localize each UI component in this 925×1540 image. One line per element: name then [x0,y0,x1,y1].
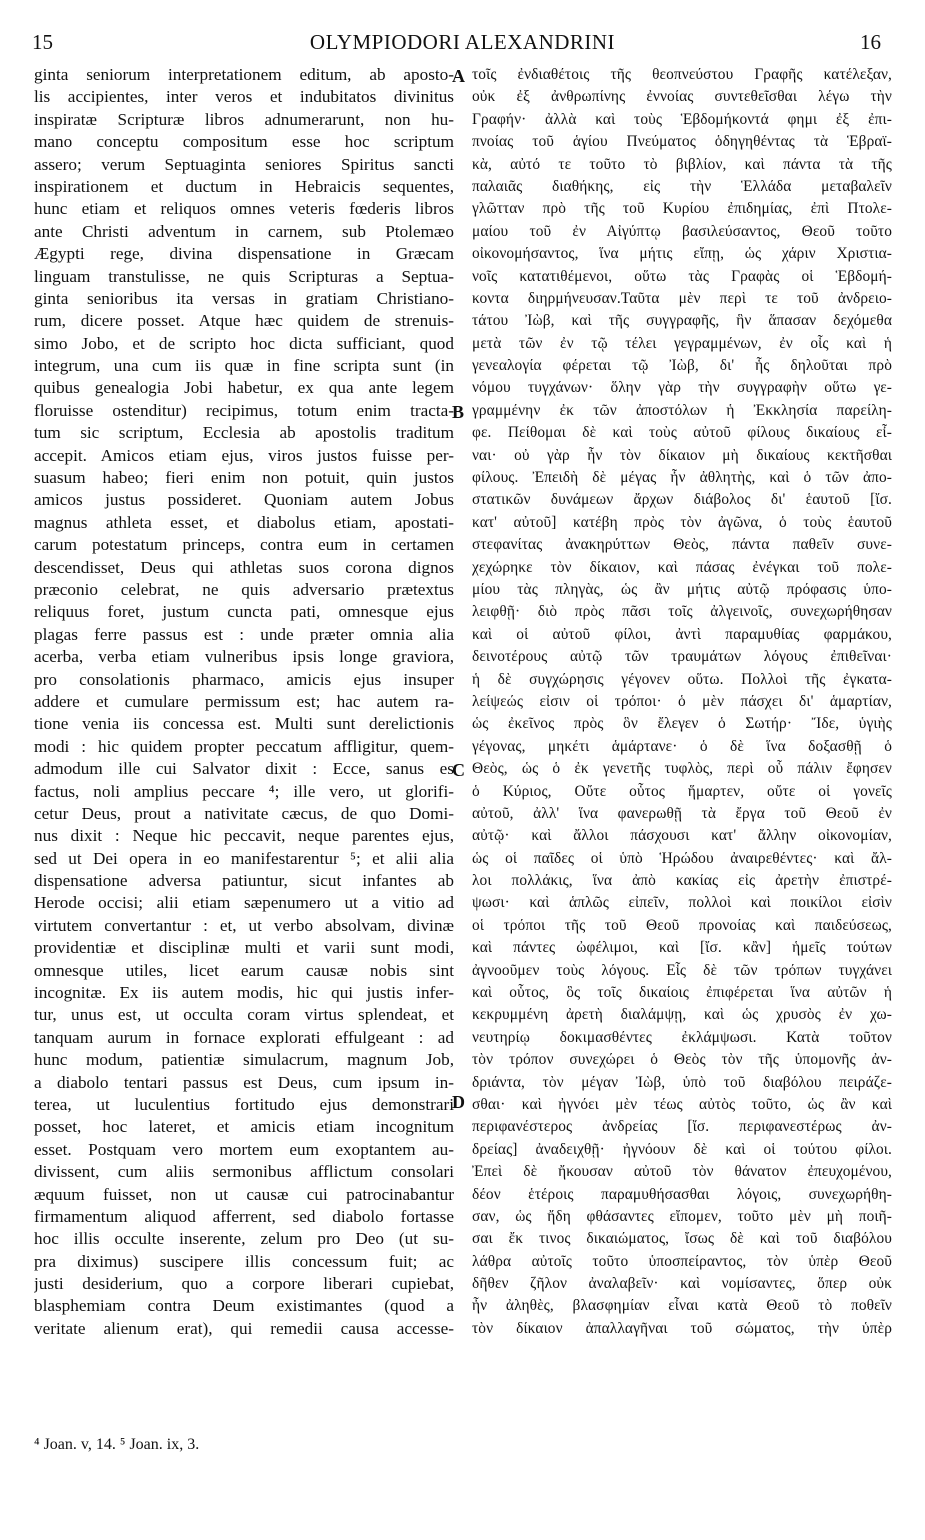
greek-text-line: νευτηρίῳ δοκιμασθέντες ἐκλάμψωσι. Κατὰ τοῦτον [472,1028,892,1046]
latin-text-line: blasphemiam contra Deum existimantes (quod a [34,1296,454,1316]
latin-text-line: factus, noli amplius peccare ⁴; ille vero, ut glorifi- [34,781,454,801]
greek-text-line: δῆθεν ζῆλον ἀναλαβεῖν· καὶ νομίσαντες, ὅπερ οὐκ [472,1275,892,1293]
greek-text-line: κὰ, αὐτό τε τοῦτο τὸ βιβλίον, καὶ πάντα τὰ τῆς [472,155,892,173]
greek-text-line: νόμου τυγχάνων· ὅλην γὰρ τὴν συγγραφὴν οὕτω γε- [472,379,892,397]
greek-text-line: γέγονας, μηκέτι ἁμάρτανε· ὁ δὲ ἵνα δοξασθῇ ὁ [472,737,892,755]
latin-text-line: æquum fuisset, non ut causæ cui patrocinabantur [34,1184,454,1204]
latin-text-line: omnesque utiles, licet earum causæ nobis sint [34,960,454,980]
latin-text-line: descendisset, Deus qui athletas suos corona dignos [34,557,454,577]
greek-text-line: αὐτῷ· καὶ ἄλλοι πάσχουσι κατ' ἄλλην οἰκονομίαν, [472,827,892,845]
greek-text-line: νοῖς κατατιθέμενοι, οὕτω τὰς Γραφὰς οἱ Ἑβδομή- [472,267,892,285]
latin-text-line: rum, dicere posset. Atque hæc quidem de strenuis- [34,311,454,331]
page-header [0,30,925,64]
latin-text-line: dispensatione adversa patiuntur, sicut infantes ab [34,871,454,891]
latin-text-line: veritate alienum erat), qui remedii causa accesse- [34,1318,454,1338]
latin-text-line: quibus genealogia Jobi habetur, ex qua ante legem [34,378,454,398]
latin-text-line: Ægypti rege, divina dispensatione in Græcam [34,244,454,264]
latin-text-line: floruisse ostenditur) recipimus, totum enim tracta- [34,400,454,420]
latin-text-line: lis accipientes, inter veros et indubitatos divinitus [34,87,454,107]
greek-text-line: καὶ οἱ αὐτοῦ φίλοι, ἀντὶ παραμυθίας φαρμάκου, [472,625,892,643]
greek-text-line: τοῖς ἐνδιαθέτοις τῆς θεοπνεύστου Γραφῆς κατέλεξαν, [472,66,892,83]
latin-text-line: inspiratæ Scripturæ libros adnumerarunt, non hu- [34,109,454,129]
latin-text-line: addere et cumulare permissum est; hac autem ra- [34,691,454,711]
greek-text-line: ἀγνοοῦμεν τοὺς λόγους. Εἷς δὲ τῶν τρόπων τυγχάνει [472,961,892,979]
margin-marker-c: C [452,760,465,780]
greek-text-line: πνοίας τοῦ ἁγίου Πνεύματος ὁδηγηθέντας τὰ Ἑβραϊ- [472,133,892,151]
greek-text-line: μαίου τοῦ ἐν Αἰγύπτῳ βασιλεύσαντος, Θεοῦ τοῦτο [472,222,892,240]
latin-text-line: sed ut Dei opera in eo manifestarentur ⁵; et alii alia [34,848,454,868]
greek-text-line: κατ' αὐτοῦ] κατέβη πρὸς τὸν ἀγῶνα, ὁ τοὺς ἑαυτοῦ [472,513,892,531]
greek-text-line: δεινοτέρους αὐτῷ τῶν τραυμάτων λόγους ἐπιθεῖναι· [472,648,892,666]
greek-text-line: σαν, ὡς ἤδη φθάσαντες εἴπομεν, τοῦτο μὲν μὴ ποιῆ- [472,1207,892,1225]
latin-text-line: plagas ferre passus est : unde præter omnia alia [34,624,454,644]
latin-text-line: carum potestatum princeps, contra eum in certamen [34,535,454,555]
latin-text-line: pra diximus) suscipere illis concessum fuit; ac [34,1251,454,1271]
latin-text-line: simo Jobo, et de scripto hoc dicta sufficiant, quod [34,333,454,353]
greek-text-line: φε. Πείθομαι δὲ καὶ τοὺς αὐτοῦ φίλους δικαίους εἶ- [472,424,892,442]
greek-text-line: ὡς ἐκεῖνος πρὸς ὃν ἔλεγεν ὁ Σωτήρ· Ἴδε, ὑγιὴς [472,715,892,733]
greek-text-line: παλαιᾶς διαθήκης, εἰς τὴν Ἑλλάδα μεταβαλεῖν [472,177,892,195]
greek-text-line: Ἐπεὶ δὲ ἤκουσαν αὐτοῦ τὸν θάνατον ἐπευχομένου, [472,1163,892,1181]
greek-text-line: καὶ πάντες ὠφέλιμοι, καὶ [ἴσ. κἂν] ἡμεῖς τούτων [472,939,892,957]
latin-text-line: accepit. Amicos etiam ejus, viros justos fuisse per- [34,445,454,465]
page-number-left: 15 [32,30,53,54]
latin-text-line: pro consolationis pharmaco, amicis ejus insuper [34,669,454,689]
greek-text-line: στατικῶν δυνάμεων ἄρχων διάβολος δι' ἑαυτοῦ [ἴσ. [472,491,892,509]
greek-text-line: δρείας] ἀναδειχθῇ· ἠγνόουν δὲ καὶ οἱ τούτου φίλοι. [472,1140,892,1158]
greek-text-line: περιφανέστερος ἀνδρείας [ἴσ. περιφανεστέρως ἀν- [472,1118,892,1136]
latin-text-line: magnus athleta esset, et diabolus etiam, apostati- [34,512,454,532]
greek-text-line: γενεαλογία φέρεται τῷ Ἰὼβ, δι' ἧς δηλοῦται πρὸ [472,357,892,375]
latin-text-line: tanquam aurum in fornace explorati effulgeant : ad [34,1027,454,1047]
greek-text-line: γλῶτταν πρὸ τῆς τοῦ Κυρίου ἐπιδημίας, ἐπὶ Πτολε- [472,200,892,218]
greek-text-line: ὁ Κύριος, Οὔτε οὗτος ἥμαρτεν, οὔτε οἱ γονεῖς [472,782,892,800]
latin-text-line: admodum ille cui Salvator dixit : Ecce, sanus es [34,759,454,779]
latin-text-line: divissent, cum aliis sermonibus afflictum consolari [34,1162,454,1182]
latin-text-line: acerba, verba etiam vulneribus ipsis longe graviora, [34,647,454,667]
greek-text-line: μετὰ τῶν ἐν τῷ τέλει γεγραμμένων, ἐν οἷς καὶ ἡ [472,334,892,352]
greek-text-line: τὸν δίκαιον ἀπαλλαγῆναι τοῦ σώματος, τὴν ὑπὲρ [472,1319,892,1337]
latin-text-line: hunc modum, patientiæ simulacrum, magnum Job, [34,1050,454,1070]
latin-text-line: ginta seniorum interpretationem editum, ab aposto- [34,65,454,84]
greek-text-line: ναι· οὐ γὰρ ἦν τὸν δίκαιον μὴ δικαίους κεκτῆσθαι [472,446,892,464]
latin-text-line: linguam transtulisse, ne quis Scripturas a Septua- [34,266,454,286]
greek-text-line: στεφανίτας ἀνακηρύττων Θεὸς, πάντα παθεῖν συνε- [472,536,892,554]
latin-text-line: suasum habeo; fieri enim non potuit, quin justos [34,468,454,488]
latin-text-line: tur, unus est, ut occulta coram virtus splendeat, et [34,1005,454,1025]
page-number-right: 16 [860,30,881,54]
greek-text-line: Θεὸς, ὡς ὁ ἐκ γενετῆς τυφλὸς, περὶ οὗ πάλιν ἔφησεν [472,760,892,778]
greek-text-line: ψωσι· καὶ ἁπλῶς εἰπεῖν, πολλοὶ καὶ ποικίλοι εἰσὶν [472,894,892,912]
greek-text-line: λάθρα αὐτοῖς τοῦτο ὑποσπείραντος, τὸν ὑπὲρ Θεοῦ [472,1252,892,1270]
greek-text-line: φίλους. Ἐπειδὴ δὲ μέγας ἦν ἀθλητὴς, καὶ ὁ τῶν ἀπο- [472,469,892,487]
greek-text-line: μίου τὰς πληγὰς, ὡς ἂν μήτις αὐτῷ πρόφασις ὑπο- [472,580,892,598]
latin-text-line: reliquus foret, justum cuncta pati, omnesque ejus [34,602,454,622]
greek-text-line: καὶ οὗτος, ὃς τοῖς δικαίοις ἐπιφέρεται ἵνα αὐτῶν ἡ [472,984,892,1002]
latin-text-line: nus dixit : Neque hic peccavit, neque parentes ejus, [34,826,454,846]
greek-text-line: οἰκονομήσαντος, ἵνα μήτις εἴπῃ, ὡς χάριν Χριστια- [472,245,892,263]
greek-text-line: αὐτοῦ, ἀλλ' ἵνα φανερωθῇ τὰ ἔργα τοῦ Θεοῦ ἐν [472,804,892,822]
greek-text-line: ὡς οἱ παῖδες οἱ ὑπὸ Ἡρώδου ἀναιρεθέντες· καὶ ἄλ- [472,849,892,867]
latin-text-line: modi : hic quidem propter peccatum affligitur, quem- [34,736,454,756]
latin-text-line: firmamentum aliquod afferrent, sed diabolo fortasse [34,1206,454,1226]
greek-text-line: λοι πολλάκις, ἵνα ἀπὸ κακίας εἰς ἀρετὴν ἐπιστρέ- [472,872,892,890]
latin-text-line: ginta senioribus ita versas in gratiam Christiano- [34,288,454,308]
greek-text-line: λειφθῇ· διὸ πρὸς πᾶσι τοῖς ἀλγεινοῖς, συνεχωρήθησαν [472,603,892,621]
greek-text-line: δέον ἑτέροις παραμυθήσασθαι λόγοις, συνεχωρήθη- [472,1185,892,1203]
margin-marker-a: A [452,66,465,86]
latin-text-line: assero; verum Septuaginta seniores Spiritus sancti [34,154,454,174]
margin-marker-d: D [452,1092,465,1112]
latin-text-line: mano conceptu compositum esse hoc scriptum [34,132,454,152]
latin-text-line: tione venia iis concessa est. Multi sunt derelictionis [34,714,454,734]
greek-text-line: ἦν ἀληθὲς, βλασφημίαν εἶναι κατὰ Θεοῦ τὸ ποθεῖν [472,1297,892,1315]
latin-text-line: posset, hoc lateret, et amicis etiam incognitum [34,1117,454,1137]
greek-text-line: τὸν τρόπον συνεχώρει ὁ Θεὸς τὸν τῆς ὑπομονῆς ἀν- [472,1051,892,1069]
latin-text-line: hoc illis occulte inserente, zelum pro Deo (ut su- [34,1229,454,1249]
latin-text-line: hunc etiam et reliquos omnes veteris fœderis libros [34,199,454,219]
latin-column [34,64,454,1340]
running-title: OLYMPIODORI ALEXANDRINI [309,30,616,54]
greek-text-line: σθαι· καὶ ἠγνόει μὲν τέως αὐτὸς τοῦτο, ὡς ἂν καὶ [472,1095,892,1113]
greek-text-line: κοντα διηρμήνευσαν.Ταῦτα μὲν περὶ τε τοῦ ἀνδρειο- [472,289,892,307]
latin-text-line: præconio celebrat, ne quis adversario prætextus [34,579,454,599]
greek-text-line: λείψεώς εἰσιν οἱ τρόποι· ὁ μὲν πάσχει δι' ἁμαρτίαν, [472,692,892,710]
latin-text-line: incognitæ. Ex iis autem modis, hic qui justis infer- [34,983,454,1003]
latin-text-line: ante Christi adventum in carnem, sub Ptolemæo [34,221,454,241]
greek-text-line: χεχώρηκε τὸν δίκαιον, καὶ πάσας ἐνέγκαι τοῦ πολε- [472,558,892,576]
greek-text-line: τάτου Ἰὼβ, καὶ τῆς συγγραφῆς, ἣν ἅπασαν δεχόμεθα [472,312,892,330]
latin-text-line: tum sic scriptum, Ecclesia ab apostolis traditum [34,423,454,443]
latin-text-line: integrum, una cum iis quæ in fine scripta sunt (in [34,356,454,376]
footnotes: ⁴ Joan. v, 14. ⁵ Joan. ix, 3. [34,1436,200,1453]
latin-text-line: justi desiderium, quo a corpore liberari cupiebat, [34,1274,454,1294]
greek-text-line: γραμμένην ἐκ τῶν ἀποστόλων ἡ Ἐκκλησία παρείλη- [472,401,892,419]
greek-text-line: δριάντα, τὸν μέγαν Ἰὼβ, ὑπὸ τοῦ διαβόλου πειράζε- [472,1073,892,1091]
latin-text-line: esset. Postquam vero mortem eum exoptantem au- [34,1139,454,1159]
latin-text-line: terea, ut luculentius fortitudo ejus demonstrari [34,1094,454,1114]
greek-column [472,64,892,1340]
latin-text-line: a diabolo tentari passus est Deus, cum ipsum in- [34,1072,454,1092]
latin-text-line: amicos justus possideret. Quoniam autem Jobus [34,490,454,510]
greek-text-line: σαι ἔκ τινος δικαιώματος, ἴσως δὲ καὶ τοῦ διαβόλου [472,1230,892,1248]
margin-marker-b: B [452,402,465,422]
greek-text-line: οἱ τρόποι τῆς τοῦ Θεοῦ προνοίας καὶ παιδεύσεως, [472,916,892,934]
greek-text-line: Γραφήν· ἀλλὰ καὶ τοὺς Ἑβδομήκοντά φημι ἐξ ἐπι- [472,110,892,128]
latin-text-line: inspirationem et ductum in Hebraicis sequentes, [34,176,454,196]
latin-text-line: providentiæ et disciplinæ multi et varii sunt modi, [34,938,454,958]
latin-text-line: Herode occisi; alii etiam sæpenumero ut a vitio ad [34,893,454,913]
greek-text-line: ἡ δὲ συγχώρησις γέγονεν οὕτω. Πολλοὶ τῆς ἐγκατα- [472,670,892,688]
greek-text-line: κεκρυμμένη ἀρετὴ διαλάμψῃ, καὶ ὡς χρυσὸς ἐν χω- [472,1006,892,1024]
greek-text-line: οὐκ ἐξ ἀνθρωπίνης ἐννοίας συντεθεῖσθαι λέγω τὴν [472,88,892,106]
latin-text-line: cetur Deus, prout a nativitate cæcus, de quo Domi- [34,803,454,823]
latin-text-line: virtutem convertantur : et, ut verbo absolvam, divinæ [34,915,454,935]
